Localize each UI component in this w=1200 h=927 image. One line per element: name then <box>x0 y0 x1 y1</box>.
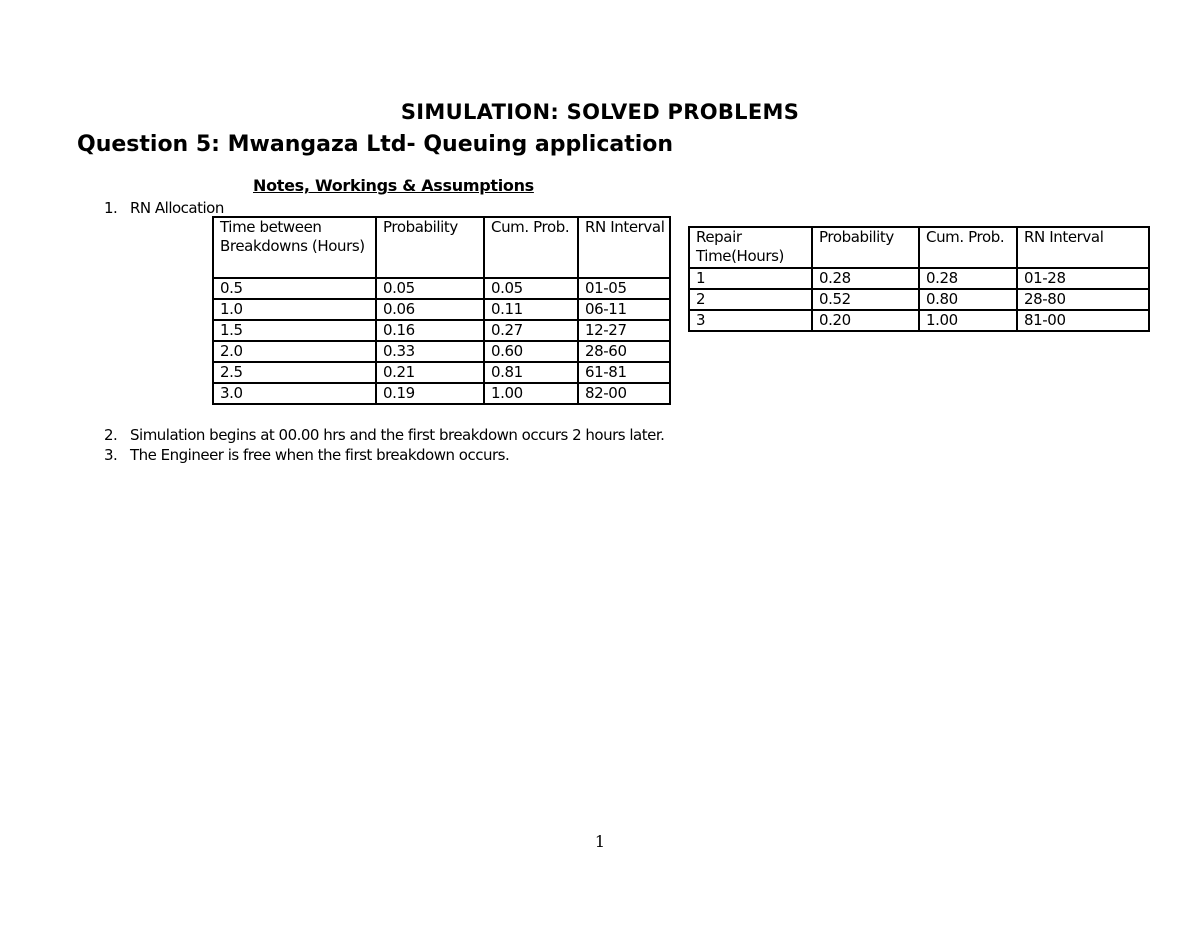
table-row <box>213 341 670 362</box>
table-cell: 0.80 <box>919 289 1017 310</box>
table-row <box>213 362 670 383</box>
column-header: Time between Breakdowns (Hours) <box>213 217 376 278</box>
table-row <box>689 268 1149 289</box>
table-cell: 1 <box>689 268 812 289</box>
column-header: RN Interval <box>1017 227 1149 268</box>
page-title: SIMULATION: SOLVED PROBLEMS <box>400 100 800 124</box>
table-cell: 12-27 <box>578 320 670 341</box>
column-header: Probability <box>376 217 484 278</box>
table-cell: 2.0 <box>213 341 376 362</box>
table-cell: 2.5 <box>213 362 376 383</box>
table-cell: 1.00 <box>919 310 1017 331</box>
page-number: 1 <box>594 832 606 851</box>
table-cell: 0.21 <box>376 362 484 383</box>
list-text: Simulation begins at 00.00 hrs and the first breakdown occurs 2 hours later. <box>130 426 665 444</box>
column-header: Cum. Prob. <box>919 227 1017 268</box>
table-cell: 3 <box>689 310 812 331</box>
table-cell: 28-60 <box>578 341 670 362</box>
table-cell: 0.27 <box>484 320 578 341</box>
question-title: Question 5: Mwangaza Ltd- Queuing application <box>77 132 674 157</box>
table-header-row <box>689 227 1149 268</box>
notes-heading: Notes, Workings & Assumptions <box>253 176 534 195</box>
table-row <box>689 310 1149 331</box>
table-cell: 0.19 <box>376 383 484 404</box>
table-cell: 28-80 <box>1017 289 1149 310</box>
table-cell: 81-00 <box>1017 310 1149 331</box>
table-cell: 0.60 <box>484 341 578 362</box>
table-cell: 1.0 <box>213 299 376 320</box>
table-cell: 0.11 <box>484 299 578 320</box>
table-row <box>213 383 670 404</box>
list-number: 2. <box>104 426 118 444</box>
list-text: RN Allocation <box>130 199 224 217</box>
table-cell: 0.06 <box>376 299 484 320</box>
table-cell: 01-28 <box>1017 268 1149 289</box>
table-cell: 0.28 <box>812 268 919 289</box>
list-number: 1. <box>104 199 118 217</box>
table-header-row <box>213 217 670 278</box>
list-item <box>104 446 804 466</box>
table-cell: 2 <box>689 289 812 310</box>
table-cell: 0.16 <box>376 320 484 341</box>
list-text: The Engineer is free when the first breakdown occurs. <box>130 446 510 464</box>
repair-time-table <box>688 226 1150 332</box>
table-cell: 01-05 <box>578 278 670 299</box>
table-cell: 0.5 <box>213 278 376 299</box>
table-cell: 61-81 <box>578 362 670 383</box>
table-cell: 06-11 <box>578 299 670 320</box>
table-cell: 0.05 <box>376 278 484 299</box>
table-cell: 1.00 <box>484 383 578 404</box>
column-header: Probability <box>812 227 919 268</box>
column-header: Repair Time(Hours) <box>689 227 812 268</box>
table-cell: 1.5 <box>213 320 376 341</box>
table-cell: 0.20 <box>812 310 919 331</box>
table-row <box>213 320 670 341</box>
table-row <box>689 289 1149 310</box>
table-cell: 3.0 <box>213 383 376 404</box>
column-header: Cum. Prob. <box>484 217 578 278</box>
table-cell: 82-00 <box>578 383 670 404</box>
list-number: 3. <box>104 446 118 464</box>
table-cell: 0.52 <box>812 289 919 310</box>
table-row <box>213 299 670 320</box>
table-row <box>213 278 670 299</box>
list-item <box>104 426 804 446</box>
column-header: RN Interval <box>578 217 670 278</box>
table-cell: 0.33 <box>376 341 484 362</box>
table-cell: 0.05 <box>484 278 578 299</box>
breakdown-table <box>212 216 671 405</box>
table-cell: 0.81 <box>484 362 578 383</box>
table-cell: 0.28 <box>919 268 1017 289</box>
